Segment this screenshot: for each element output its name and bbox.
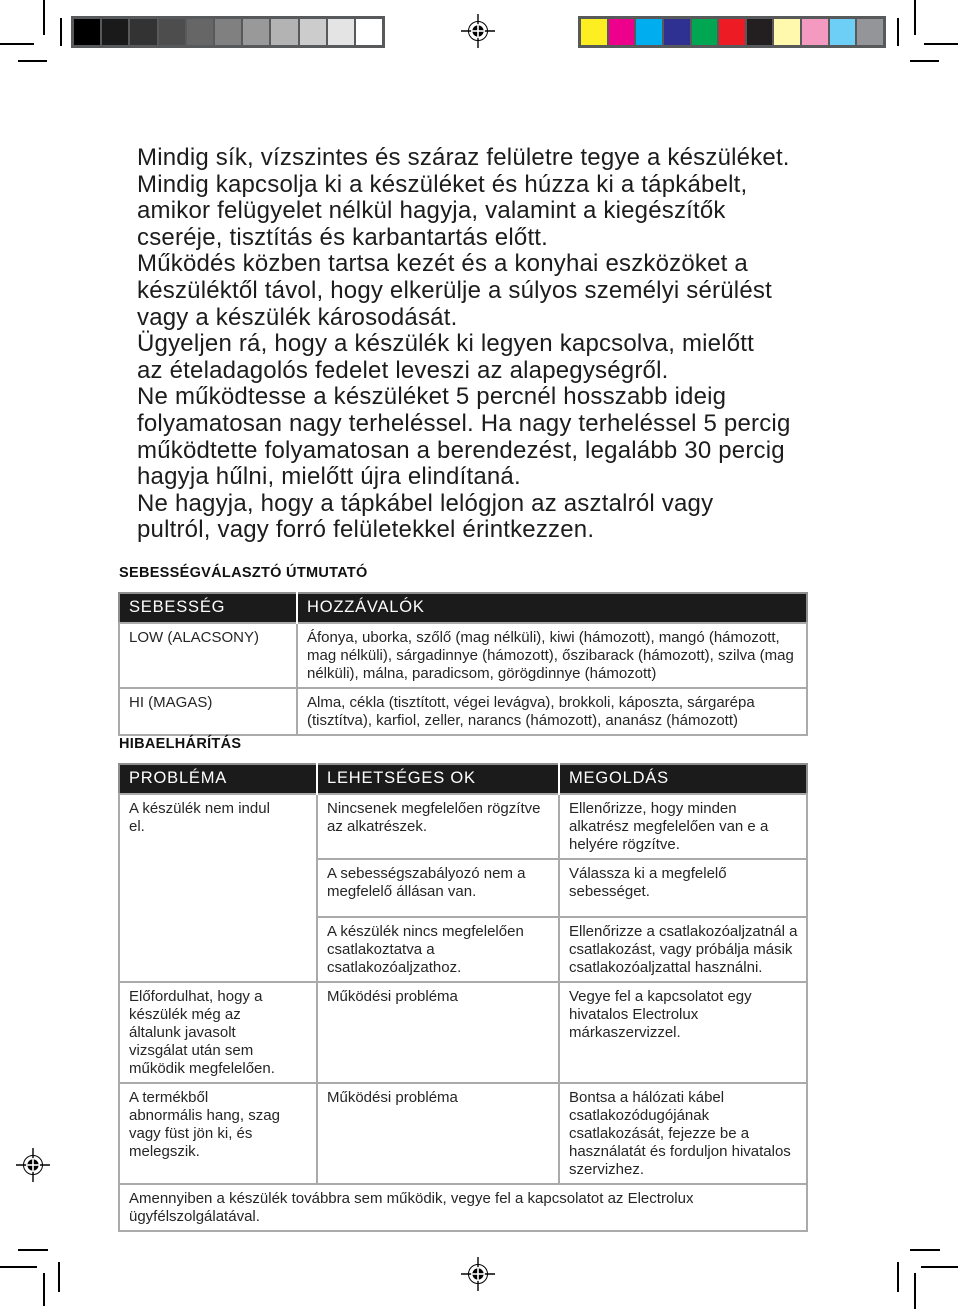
column-header-ingredients: HOZZÁVALÓK: [297, 593, 807, 623]
color-swatch: [802, 19, 828, 45]
crop-mark: [18, 60, 47, 62]
intro-line: pultról, vagy forró felületekkel érintkezzen.: [137, 516, 595, 544]
crop-mark: [910, 1249, 940, 1251]
color-swatch: [300, 19, 326, 45]
color-swatch: [719, 19, 745, 45]
cause-cell: A sebességszabályozó nem a megfelelő állásan van.: [317, 859, 559, 917]
intro-line: Ügyeljen rá, hogy a készülék ki legyen kapcsolva, mielőtt: [137, 330, 755, 358]
problem-cell: A készülék nem indul el.: [119, 794, 317, 982]
grayscale-calibration-bar: [71, 16, 385, 48]
crop-mark: [43, 0, 45, 35]
intro-line: cseréje, tisztítás és karbantartás előtt.: [137, 223, 549, 251]
table-row: [119, 794, 807, 859]
registration-target-icon: [460, 13, 496, 49]
column-header-problem: PROBLÉMA: [119, 764, 317, 794]
table-row: [119, 688, 807, 735]
crop-mark: [897, 1262, 899, 1292]
speed-guide-heading: SEBESSÉGVÁLASZTÓ ÚTMUTATÓ: [119, 565, 368, 581]
registration-target-icon: [460, 1256, 496, 1292]
solution-cell: Vegye fel a kapcsolatot egy hivatalos Electrolux márkaszervizzel.: [559, 982, 807, 1083]
crop-mark: [914, 0, 916, 35]
crop-mark: [910, 60, 939, 62]
footer-note-cell: Amennyiben a készülék továbbra sem működik, vegye fel a kapcsolatot az Electrolux ügyfélszolgálatával.: [119, 1184, 807, 1231]
intro-line: Működés közben tartsa kezét és a konyhai eszközöket a: [137, 250, 748, 278]
table-row: [119, 982, 807, 1083]
color-swatch: [664, 19, 690, 45]
color-swatch: [636, 19, 662, 45]
intro-line: folyamatosan nagy terheléssel. Ha nagy terheléssel 5 percig: [137, 409, 791, 437]
crop-mark: [0, 1266, 37, 1268]
color-swatch: [159, 19, 185, 45]
color-swatch: [830, 19, 856, 45]
troubleshooting-heading: HIBAELHÁRÍTÁS: [119, 736, 242, 752]
intro-line: Mindig sík, vízszintes és száraz felületre tegye a készüléket.: [137, 144, 790, 171]
color-swatch: [74, 19, 100, 45]
cause-cell: A készülék nincs megfelelően csatlakoztatva a csatlakozóaljzathoz.: [317, 917, 559, 982]
color-swatch: [215, 19, 241, 45]
intro-line: készüléktől távol, hogy elkerülje a súlyos személyi sérülést: [137, 276, 772, 304]
color-swatch: [747, 19, 773, 45]
crop-mark: [924, 43, 958, 45]
speed-cell: HI (MAGAS): [119, 688, 297, 735]
color-swatch: [692, 19, 718, 45]
table-row: [119, 1083, 807, 1184]
color-swatch: [328, 19, 354, 45]
ingredients-cell: Áfonya, uborka, szőlő (mag nélküli), kiwi (hámozott), mangó (hámozott, mag nélküli), sárgadinnye (hámozott), őszibarack (hámozott), szilva (mag nélküli), málna, paradicsom, görögdinnye (hámozott): [297, 623, 807, 688]
crop-mark: [18, 1249, 48, 1251]
crop-mark: [60, 18, 62, 46]
color-swatch: [774, 19, 800, 45]
color-swatch: [857, 19, 883, 45]
table-header-row: [119, 593, 807, 623]
cause-cell: Működési probléma: [317, 1083, 559, 1184]
crop-mark: [921, 1266, 958, 1268]
crop-mark: [914, 1273, 916, 1309]
problem-cell: Előfordulhat, hogy a készülék még az általunk javasolt vizsgálat után sem működik megfelelően.: [119, 982, 317, 1083]
safety-instructions: [137, 145, 927, 544]
solution-cell: Ellenőrizze, hogy minden alkatrész megfelelően van e a helyére rögzítve.: [559, 794, 807, 859]
crop-mark: [0, 43, 34, 45]
cause-cell: Működési probléma: [317, 982, 559, 1083]
color-swatch: [102, 19, 128, 45]
table-header-row: [119, 764, 807, 794]
color-swatch: [187, 19, 213, 45]
intro-line: hagyja hűlni, mielőtt újra elindítaná.: [137, 463, 521, 491]
speed-cell: LOW (ALACSONY): [119, 623, 297, 688]
table-row: [119, 623, 807, 688]
column-header-speed: SEBESSÉG: [119, 593, 297, 623]
troubleshooting-table: [118, 763, 808, 1232]
registration-target-icon: [15, 1147, 51, 1183]
intro-line: működtette folyamatosan a berendezést, legalább 30 percig: [137, 436, 785, 464]
crop-mark: [897, 18, 899, 46]
solution-cell: Bontsa a hálózati kábel csatlakozódugójának csatlakozását, fejezze be a használatát és forduljon hivatalos szervizhez.: [559, 1083, 807, 1184]
ingredients-cell: Alma, cékla (tisztított, végei levágva), brokkoli, káposzta, sárgarépa (tisztítva), karfiol, zeller, narancs (hámozott), ananász (hámozott): [297, 688, 807, 735]
speed-guide-table: [118, 592, 808, 736]
intro-line: az ételadagolós fedelet leveszi az alapegységről.: [137, 356, 669, 384]
crop-mark: [58, 1262, 60, 1292]
color-swatch: [271, 19, 297, 45]
column-header-solution: MEGOLDÁS: [559, 764, 807, 794]
intro-line: Ne működtesse a készüléket 5 percnél hosszabb ideig: [137, 383, 727, 411]
color-swatch: [581, 19, 607, 45]
intro-line: Mindig kapcsolja ki a készüléket és húzza ki a tápkábelt,: [137, 170, 748, 198]
solution-cell: Válassza ki a megfelelő sebességet.: [559, 859, 807, 917]
color-calibration-bar: [578, 16, 886, 48]
intro-line: Ne hagyja, hogy a tápkábel lelógjon az asztalról vagy: [137, 489, 714, 517]
crop-mark: [43, 1273, 45, 1306]
color-swatch: [609, 19, 635, 45]
table-footer-row: [119, 1184, 807, 1231]
intro-line: vagy a készülék károsodását.: [137, 303, 458, 331]
cause-cell: Nincsenek megfelelően rögzítve az alkatrészek.: [317, 794, 559, 859]
intro-line: amikor felügyelet nélkül hagyja, valamint a kiegészítők: [137, 197, 726, 225]
solution-cell: Ellenőrizze a csatlakozóaljzatnál a csatlakozást, vagy próbálja másik csatlakozóaljzattal használni.: [559, 917, 807, 982]
problem-cell: A termékből abnormális hang, szag vagy füst jön ki, és melegszik.: [119, 1083, 317, 1184]
column-header-cause: LEHETSÉGES OK: [317, 764, 559, 794]
color-swatch: [243, 19, 269, 45]
color-swatch: [130, 19, 156, 45]
color-swatch: [356, 19, 382, 45]
